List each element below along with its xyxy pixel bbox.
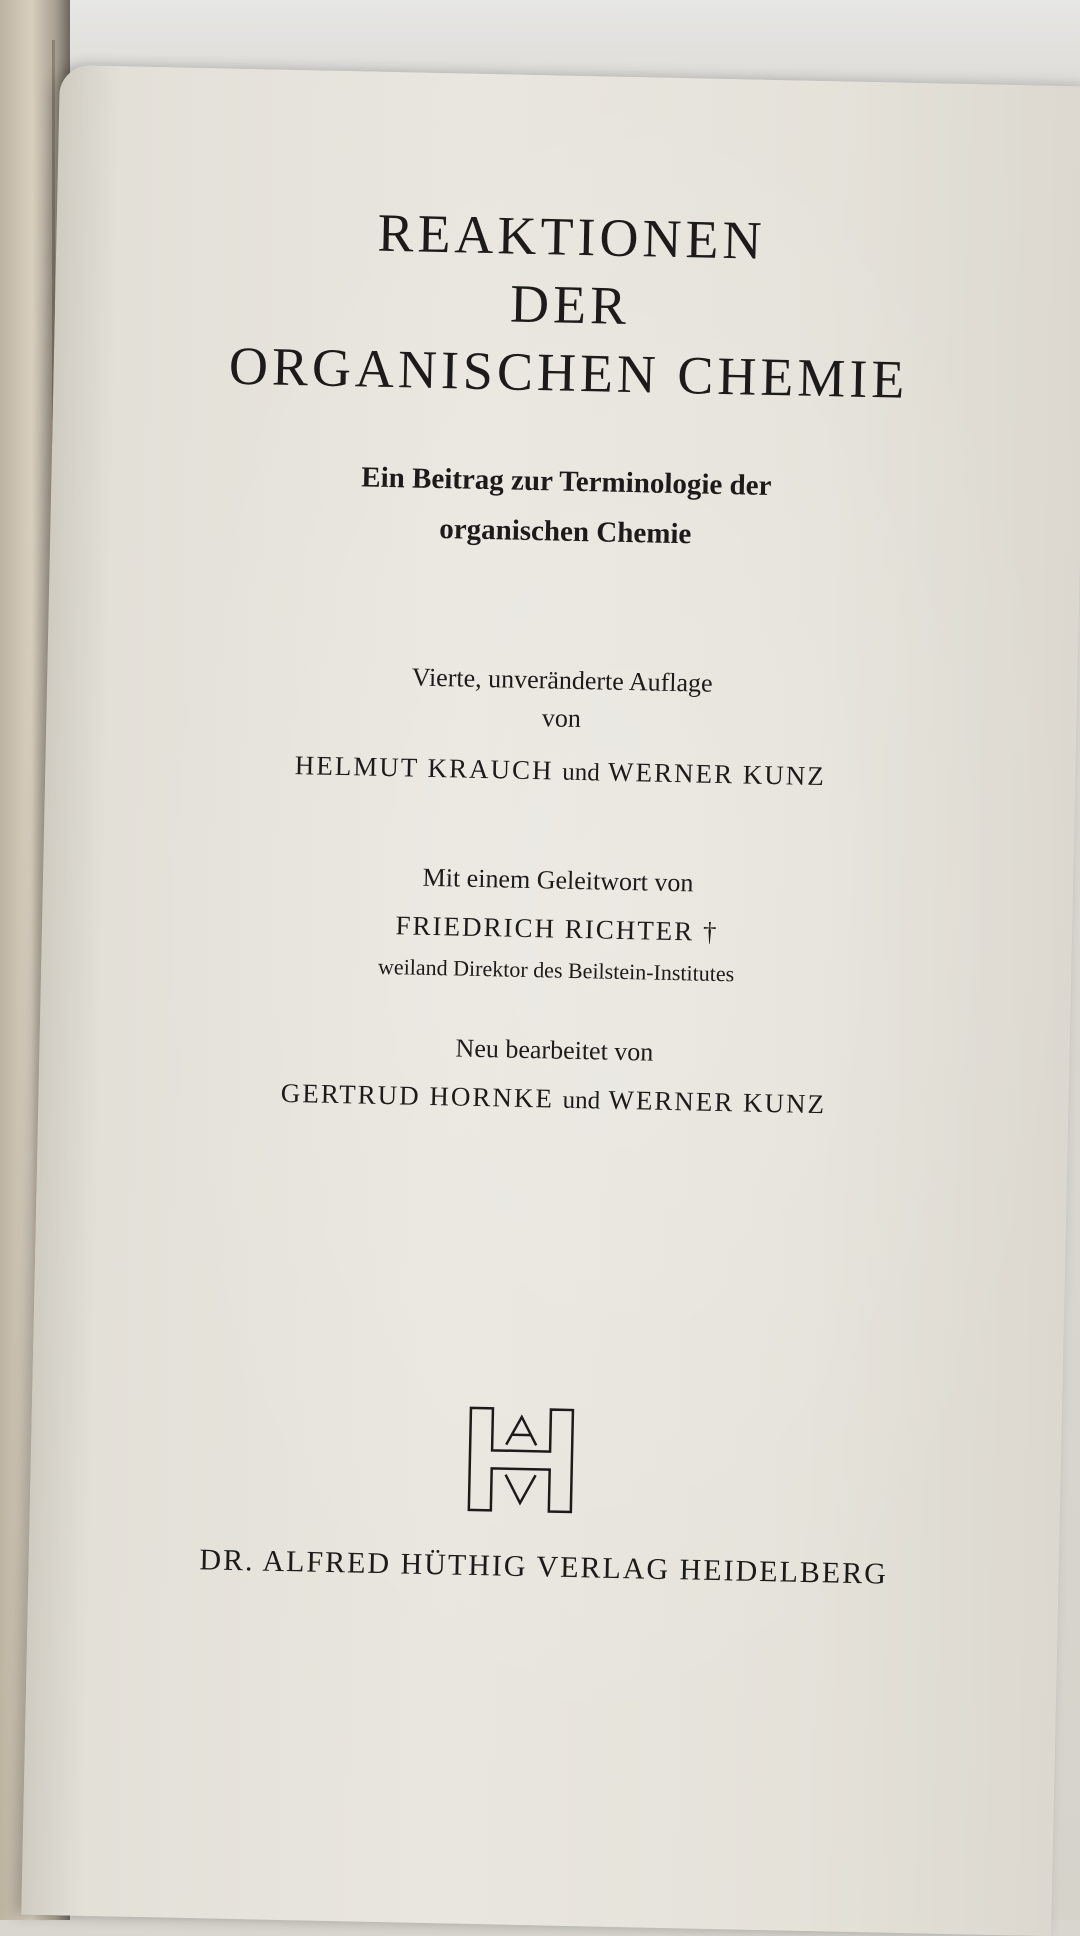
and-label: und <box>562 1086 601 1115</box>
subtitle-line-1: Ein Beitrag zur Terminologie der <box>360 461 772 502</box>
edition-note: Vierte, unveränderte Auflage <box>411 662 713 698</box>
foreword-author: FRIEDRICH RICHTER † <box>395 910 719 947</box>
title-page <box>21 65 1080 1936</box>
subtitle-line-2: organischen Chemie <box>438 513 692 551</box>
revised-by-label: Neu bearbeitet von <box>455 1033 654 1067</box>
authors-original <box>45 745 1075 798</box>
by-label: von <box>541 703 582 734</box>
and-label: und <box>562 758 601 787</box>
foreword-intro: Mit einem Geleitwort von <box>422 862 694 898</box>
author-name: HELMUT KRAUCH <box>294 750 554 786</box>
author-name: GERTRUD HORNKE <box>280 1077 555 1114</box>
author-name: WERNER KUNZ <box>607 756 827 792</box>
authors-revision <box>38 1073 1068 1126</box>
foreword-author-role: weiland Direktor des Beilstein-Institutes <box>377 953 735 987</box>
book-title-line-2: DER <box>509 273 631 336</box>
publisher-name: DR. ALFRED HÜTHIG VERLAG HEIDELBERG <box>199 1543 889 1591</box>
title-page-content <box>21 65 1080 1936</box>
book-title-line-1: REAKTIONEN <box>376 202 767 271</box>
publisher-monogram-icon <box>465 1404 577 1516</box>
author-name: WERNER KUNZ <box>608 1084 827 1120</box>
book-title-line-3: ORGANISCHEN CHEMIE <box>228 335 909 410</box>
